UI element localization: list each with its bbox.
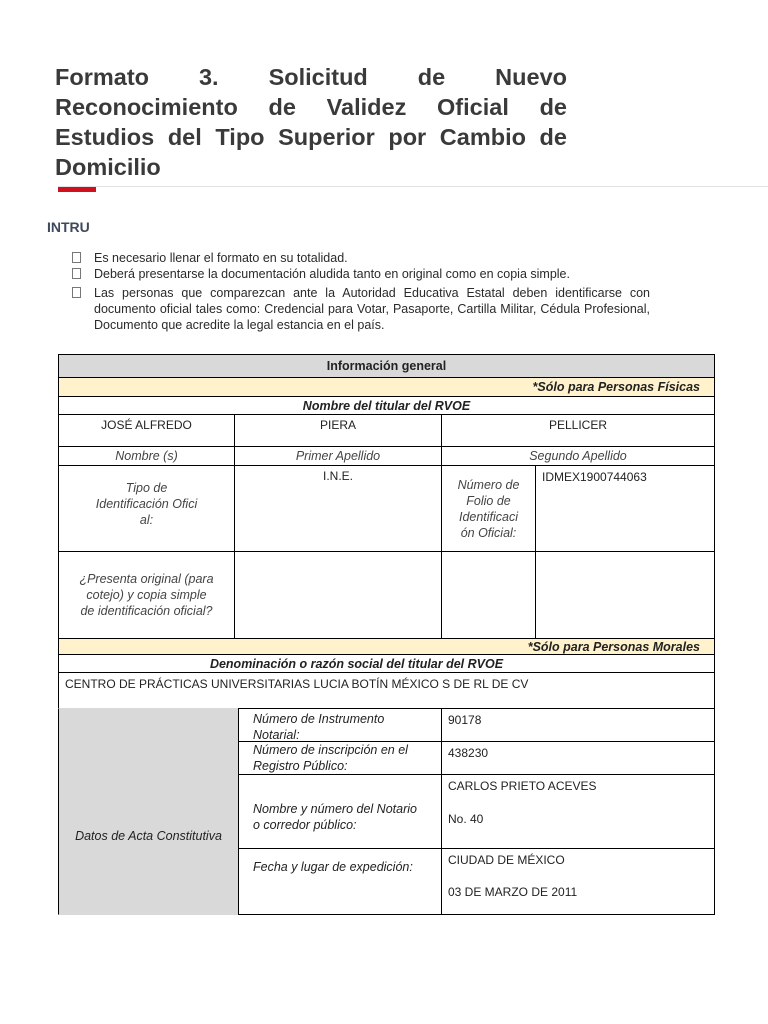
primer-apellido-label: Primer Apellido (234, 446, 442, 466)
segundo-apellido-value: PELLICER (441, 414, 715, 447)
title-divider (58, 186, 768, 187)
instructions-list (72, 250, 650, 333)
folio-label: Número de Folio de Identificaci ón Oficial: (441, 465, 536, 552)
segundo-apellido-label: Segundo Apellido (441, 446, 715, 466)
title-line-2: Reconocimiento de Validez Oficial de (55, 94, 567, 120)
title-line-1: Formato 3. Solicitud de Nuevo (55, 64, 567, 90)
acta-row-label: Nombre y número del Notario o corredor público: (238, 774, 442, 849)
nombre-label: Nombre (s) (58, 446, 235, 466)
instruction-text: Las personas que comparezcan ante la Autoridad Educativa Estatal deben identificarse con documento oficial tales como: Credencial para Votar, Pasaporte, Cartilla Militar, Cédula Profesional, Documento que acredite la legal estancia en el país. (94, 285, 650, 333)
acta-row-value: CARLOS PRIETO ACEVES (448, 779, 597, 793)
presenta-original-label: ¿Presenta original (para cotejo) y copia simple de identificación oficial? (58, 551, 235, 639)
checkbox-bullet-icon (72, 266, 94, 282)
acta-row-label: Número de inscripción en el Registro Público: (238, 741, 442, 775)
id-type-label: Tipo de Identificación Ofici al: (58, 465, 235, 552)
document-title (55, 62, 567, 182)
denominacion-value: CENTRO DE PRÁCTICAS UNIVERSITARIAS LUCIA BOTÍN MÉXICO S DE RL DE CV (58, 672, 715, 709)
instruction-item (72, 250, 650, 266)
title-line-3: Estudios del Tipo Superior por Cambio de (55, 124, 567, 150)
titular-heading: Nombre del titular del RVOE (58, 396, 715, 415)
nombre-value: JOSÉ ALFREDO (58, 414, 235, 447)
acta-row-label: Número de Instrumento Notarial: (238, 708, 442, 742)
presenta-original-cell (234, 551, 442, 639)
instruction-text: Es necesario llenar el formato en su totalidad. (94, 251, 348, 265)
acta-row-label: Fecha y lugar de expedición: (238, 848, 442, 915)
acta-row-value: 03 DE MARZO DE 2011 (448, 885, 578, 899)
presenta-original-cell (441, 551, 536, 639)
presenta-original-cell (535, 551, 715, 639)
table-header: Información general (58, 354, 715, 378)
title-accent-bar (58, 187, 96, 192)
checkbox-bullet-icon (72, 250, 94, 266)
morales-note: *Sólo para Personas Morales (58, 638, 715, 655)
acta-row-value: 438230 (441, 741, 715, 775)
denominacion-heading: Denominación o razón social del titular del RVOE (58, 654, 715, 673)
id-type-value: I.N.E. (234, 465, 442, 552)
instruction-item (72, 266, 650, 282)
instruction-text: Deberá presentarse la documentación aludida tanto en original como en copia simple. (94, 267, 570, 282)
acta-row-value-block (441, 848, 715, 915)
title-line-4: Domicilio (55, 154, 161, 180)
fisicas-note: *Sólo para Personas Físicas (58, 377, 715, 397)
acta-row-value: No. 40 (448, 812, 484, 826)
acta-constitutiva-label: Datos de Acta Constitutiva (58, 708, 239, 915)
instruction-item (72, 285, 650, 334)
folio-value: IDMEX1900744063 (535, 465, 715, 552)
acta-row-value: 90178 (441, 708, 715, 742)
acta-row-value-block (441, 774, 715, 849)
acta-row-value: CIUDAD DE MÉXICO (448, 853, 565, 867)
general-info-table (58, 354, 715, 915)
checkbox-bullet-icon (72, 285, 94, 334)
primer-apellido-value: PIERA (234, 414, 442, 447)
section-label: INTRU (47, 219, 90, 235)
